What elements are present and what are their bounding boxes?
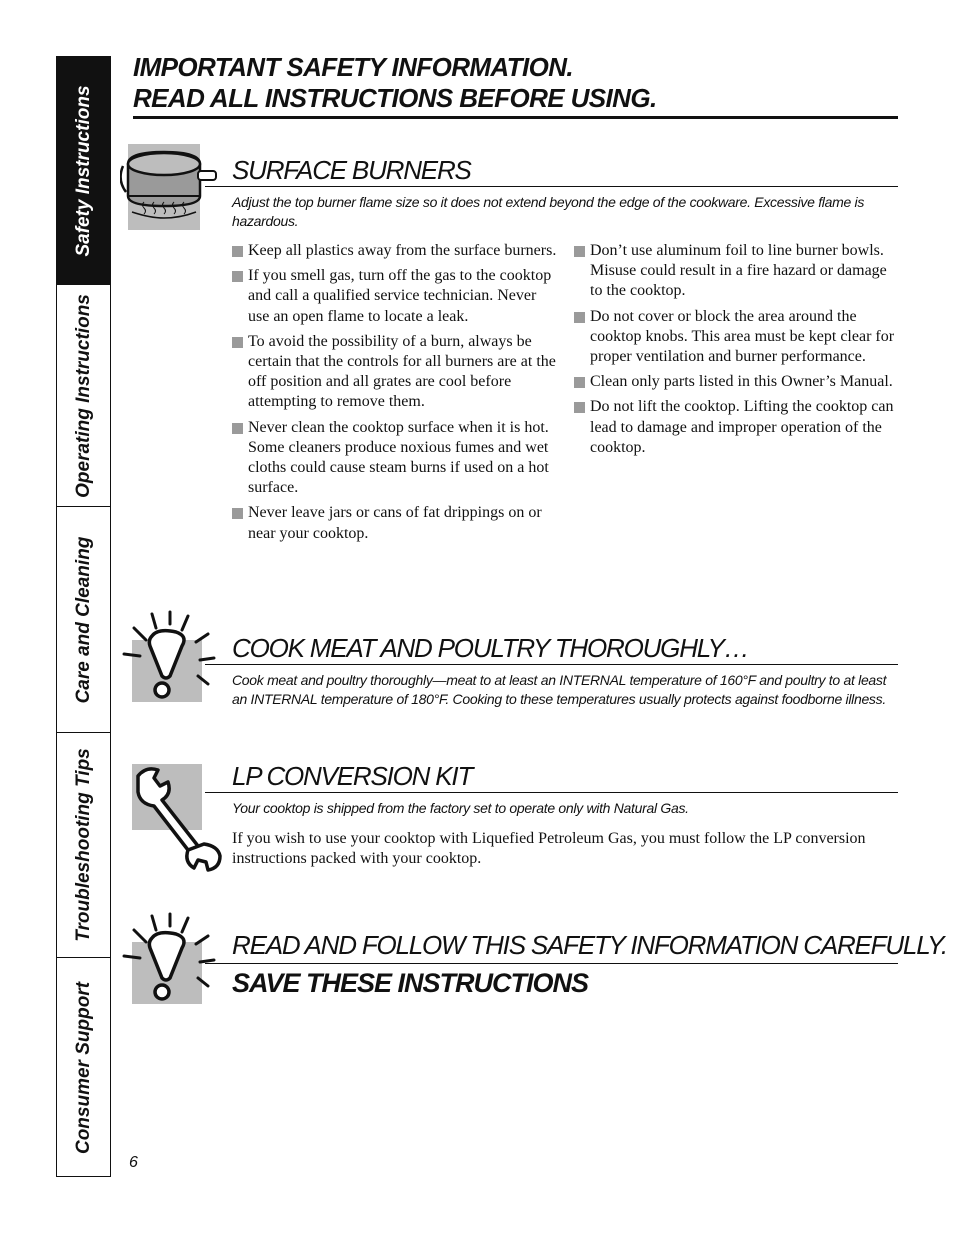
- section-rule: [205, 664, 898, 665]
- bullet-square-icon: [232, 508, 243, 519]
- tab-label: Care and Cleaning: [72, 536, 94, 703]
- tab-operating-instructions[interactable]: [57, 285, 110, 507]
- sidebar-tabs: [56, 56, 111, 1177]
- surface-burners-heading: SURFACE BURNERS: [232, 155, 471, 185]
- surface-burners-left-list: [232, 241, 558, 549]
- surface-burners-intro: Adjust the top burner flame size so it does not extend beyond the edge of the cookware. Excessive flame is hazardous.: [232, 194, 865, 229]
- list-item: Do not cover or block the area around the cooktop knobs. This area must be kept clear for proper ventilation and burner performance.: [574, 307, 898, 368]
- tab-label: Operating Instructions: [72, 293, 94, 498]
- bullet-square-icon: [574, 246, 585, 257]
- bullet-square-icon: [232, 246, 243, 257]
- tab-care-and-cleaning[interactable]: [57, 507, 110, 733]
- bullet-square-icon: [232, 271, 243, 282]
- tab-troubleshooting-tips[interactable]: [57, 733, 110, 958]
- list-item: Never leave jars or cans of fat drippings on or near your cooktop.: [232, 503, 558, 543]
- tab-label: Troubleshooting Tips: [72, 748, 94, 942]
- bullet-square-icon: [574, 377, 585, 388]
- list-item: To avoid the possibility of a burn, always be certain that the controls for all burners are at the off position and all grates are cool before attempting to remove them.: [232, 332, 558, 413]
- tab-label: Safety Instructions: [72, 84, 94, 257]
- list-item: Do not lift the cooktop. Lifting the cooktop can lead to damage and improper operation of the cooktop.: [574, 397, 898, 458]
- lp-kit-text: If you wish to use your cooktop with Liquefied Petroleum Gas, you must follow the LP conversion instructions packed with your cooktop.: [232, 830, 866, 868]
- save-instructions-title: SAVE THESE INSTRUCTIONS: [232, 968, 589, 998]
- title-rule: [133, 116, 898, 119]
- warning-exclamation-icon: [118, 912, 218, 1008]
- section-rule: [205, 963, 898, 964]
- bullet-square-icon: [574, 402, 585, 413]
- cook-meat-heading: COOK MEAT AND POULTRY THOROUGHLY…: [232, 633, 749, 663]
- tab-safety-instructions[interactable]: [57, 57, 110, 285]
- bullet-square-icon: [232, 423, 243, 434]
- list-item: If you smell gas, turn off the gas to the cooktop and call a qualified service technician. Never use an open flame to locate a leak.: [232, 266, 558, 327]
- closing-heading: READ AND FOLLOW THIS SAFETY INFORMATION CAREFULLY.: [232, 930, 947, 960]
- surface-burners-right-list: [574, 241, 898, 463]
- bullet-square-icon: [574, 312, 585, 323]
- lp-kit-heading: LP CONVERSION KIT: [232, 761, 473, 791]
- cook-meat-text: Cook meat and poultry thoroughly—meat to at least an INTERNAL temperature of 160°F and poultry to at least an INTERNAL temperature of 180°F. Cooking to these temperatures usually protects against foodborne illness.: [232, 672, 887, 707]
- list-item: Keep all plastics away from the surface burners.: [232, 241, 558, 261]
- section-rule: [205, 792, 898, 793]
- pot-icon: [120, 144, 220, 234]
- wrench-icon: [132, 764, 226, 872]
- list-item: Don’t use aluminum foil to line burner bowls. Misuse could result in a fire hazard or damage to the cooktop.: [574, 241, 898, 302]
- list-item: Never clean the cooktop surface when it is hot. Some cleaners produce noxious fumes and wet cloths could cause steam burns if used on a hot surface.: [232, 418, 558, 499]
- warning-exclamation-icon: [118, 610, 218, 706]
- page-title-line1: IMPORTANT SAFETY INFORMATION.: [133, 52, 573, 82]
- bullet-square-icon: [232, 337, 243, 348]
- page-title-line2: READ ALL INSTRUCTIONS BEFORE USING.: [133, 83, 657, 113]
- page-title: [133, 52, 903, 114]
- lp-kit-intro: Your cooktop is shipped from the factory set to operate only with Natural Gas.: [232, 800, 689, 816]
- tab-label: Consumer Support: [72, 981, 94, 1155]
- page-number: 6: [129, 1154, 138, 1171]
- section-rule: [205, 186, 898, 187]
- tab-consumer-support[interactable]: [57, 958, 110, 1178]
- list-item: Clean only parts listed in this Owner’s Manual.: [574, 372, 898, 392]
